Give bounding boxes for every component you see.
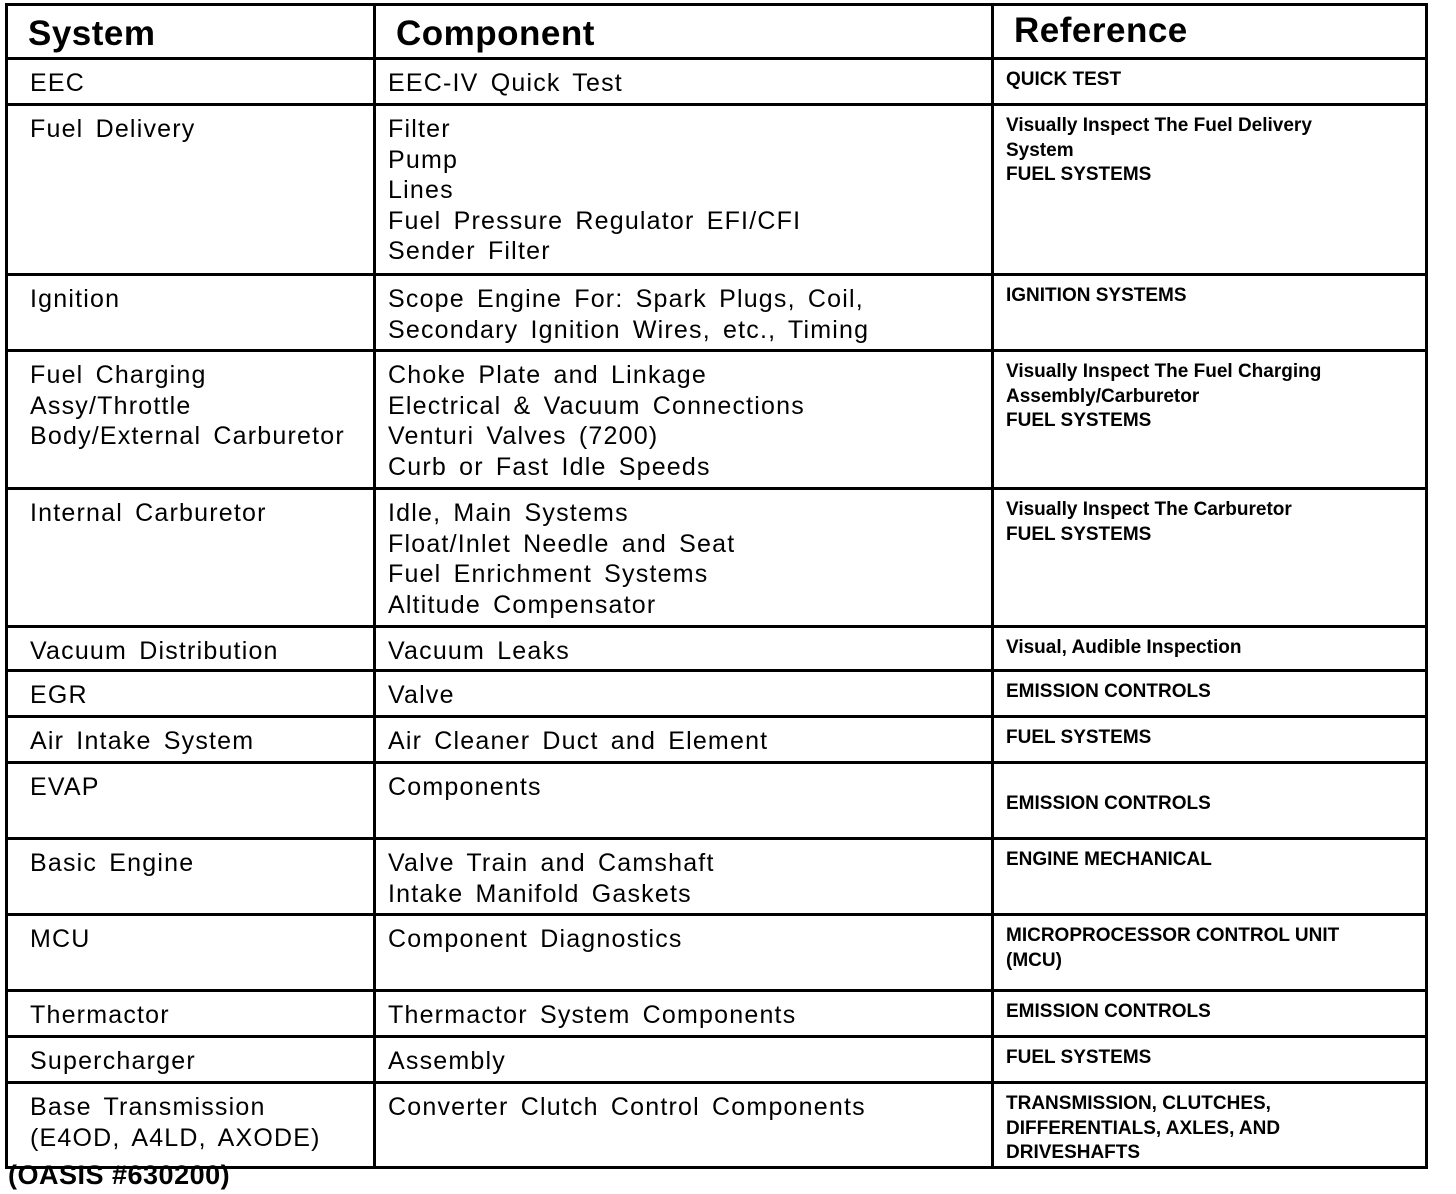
reference-cell [993, 839, 1427, 915]
component-cell-line: Scope Engine For: Spark Plugs, Coil, [388, 285, 864, 313]
reference-cell [993, 627, 1427, 671]
reference-cell-line: FUEL SYSTEMS [1006, 164, 1152, 185]
reference-cell [993, 991, 1427, 1037]
component-cell-line: Vacuum Leaks [388, 637, 570, 665]
system-cell-line: EVAP [30, 773, 100, 801]
system-cell [7, 627, 375, 671]
component-cell-line: Valve Train and Camshaft [388, 849, 715, 877]
system-cell-line: Vacuum Distribution [30, 637, 279, 665]
reference-cell-line: DRIVESHAFTS [1006, 1142, 1141, 1163]
table-row [7, 717, 1427, 763]
system-cell-line: Supercharger [30, 1047, 196, 1075]
reference-cell [993, 717, 1427, 763]
reference-cell-line: Assembly/Carburetor [1006, 385, 1200, 407]
component-cell-line: Curb or Fast Idle Speeds [388, 452, 711, 481]
component-cell-line: Pump [388, 145, 459, 174]
reference-cell-line: EMISSION CONTROLS [1006, 681, 1211, 702]
table-row [7, 915, 1427, 991]
reference-cell [993, 105, 1427, 275]
reference-cell [993, 1083, 1427, 1168]
reference-cell-line: QUICK TEST [1006, 69, 1122, 90]
reference-cell [993, 671, 1427, 717]
reference-cell-line: EMISSION CONTROLS [1006, 793, 1211, 814]
reference-cell-line: System [1006, 139, 1074, 161]
reference-cell-line: Visually Inspect The Carburetor [1006, 499, 1292, 520]
header-system: System [7, 5, 375, 59]
reference-table [5, 3, 1428, 1169]
system-cell-line: (E4OD, A4LD, AXODE) [30, 1123, 321, 1152]
reference-cell-line: TRANSMISSION, CLUTCHES, [1006, 1093, 1271, 1114]
reference-cell [993, 1037, 1427, 1083]
component-cell-line: Thermactor System Components [388, 1001, 797, 1029]
reference-cell-line: IGNITION SYSTEMS [1006, 285, 1187, 306]
reference-cell-line: EMISSION CONTROLS [1006, 1001, 1211, 1022]
system-cell [7, 839, 375, 915]
system-cell-line: EGR [30, 681, 88, 709]
system-cell [7, 1083, 375, 1168]
component-cell-line: Converter Clutch Control Components [388, 1093, 866, 1121]
system-cell-line: Assy/Throttle [30, 391, 192, 420]
component-cell [375, 59, 993, 105]
reference-cell-line: Visually Inspect The Fuel Delivery [1006, 115, 1312, 136]
reference-cell-line: FUEL SYSTEMS [1006, 1047, 1152, 1068]
component-cell [375, 489, 993, 627]
system-cell [7, 717, 375, 763]
table-row [7, 1037, 1427, 1083]
system-cell [7, 105, 375, 275]
component-cell [375, 717, 993, 763]
system-cell [7, 489, 375, 627]
system-cell-line: Thermactor [30, 1001, 170, 1029]
table-row [7, 275, 1427, 351]
reference-cell-line: Visual, Audible Inspection [1006, 637, 1242, 658]
table-row [7, 991, 1427, 1037]
reference-cell-line: DIFFERENTIALS, AXLES, AND [1006, 1117, 1281, 1139]
reference-cell [993, 351, 1427, 489]
component-cell [375, 275, 993, 351]
system-cell-line: Air Intake System [30, 727, 255, 755]
document-id: (OASIS #630200) [8, 1160, 231, 1190]
component-cell-line: Assembly [388, 1047, 506, 1075]
table-row [7, 1083, 1427, 1168]
component-cell-line: Fuel Enrichment Systems [388, 560, 709, 588]
component-cell-line: Electrical & Vacuum Connections [388, 391, 805, 420]
reference-cell-line: FUEL SYSTEMS [1006, 727, 1152, 748]
system-cell [7, 351, 375, 489]
table-row [7, 627, 1427, 671]
table-row [7, 105, 1427, 275]
system-cell-line: EEC [30, 69, 86, 97]
header-component: Component [375, 5, 993, 59]
component-cell [375, 627, 993, 671]
component-cell-line: Secondary Ignition Wires, etc., Timing [388, 315, 870, 344]
system-cell-line: Internal Carburetor [30, 499, 267, 527]
table-row [7, 59, 1427, 105]
component-cell [375, 1037, 993, 1083]
table-row [7, 489, 1427, 627]
reference-cell [993, 59, 1427, 105]
component-cell [375, 671, 993, 717]
component-cell-line: EEC-IV Quick Test [388, 69, 623, 97]
header-reference: Reference [993, 5, 1427, 59]
component-cell [375, 1083, 993, 1168]
table-row [7, 351, 1427, 489]
component-cell [375, 991, 993, 1037]
component-cell-line: Intake Manifold Gaskets [388, 879, 692, 908]
table-row [7, 671, 1427, 717]
system-cell [7, 59, 375, 105]
reference-cell-line: (MCU) [1006, 949, 1062, 971]
system-cell-line: Ignition [30, 285, 121, 313]
component-cell-line: Components [388, 773, 542, 801]
component-cell-line: Fuel Pressure Regulator EFI/CFI [388, 206, 802, 235]
component-cell [375, 915, 993, 991]
table-body [7, 59, 1427, 1168]
reference-cell-line: FUEL SYSTEMS [1006, 523, 1152, 545]
component-cell-line: Altitude Compensator [388, 590, 657, 619]
system-cell-line: Fuel Charging [30, 361, 207, 389]
system-cell-line: MCU [30, 925, 91, 953]
system-cell-line: Basic Engine [30, 849, 195, 877]
component-cell-line: Filter [388, 115, 451, 143]
component-cell-line: Float/Inlet Needle and Seat [388, 529, 736, 558]
system-cell [7, 763, 375, 839]
system-cell [7, 991, 375, 1037]
table-row [7, 763, 1427, 839]
component-cell-line: Lines [388, 176, 454, 204]
reference-cell [993, 275, 1427, 351]
component-cell-line: Air Cleaner Duct and Element [388, 727, 769, 755]
component-cell [375, 839, 993, 915]
table-row [7, 839, 1427, 915]
reference-cell [993, 915, 1427, 991]
reference-cell-line: MICROPROCESSOR CONTROL UNIT [1006, 925, 1340, 946]
component-cell-line: Sender Filter [388, 237, 551, 265]
reference-cell [993, 763, 1427, 839]
component-cell-line: Venturi Valves (7200) [388, 422, 659, 450]
reference-cell [993, 489, 1427, 627]
component-cell [375, 763, 993, 839]
component-cell [375, 105, 993, 275]
system-cell [7, 1037, 375, 1083]
component-cell-line: Component Diagnostics [388, 925, 683, 953]
system-cell [7, 671, 375, 717]
reference-cell-line: FUEL SYSTEMS [1006, 410, 1152, 431]
component-cell [375, 351, 993, 489]
system-cell [7, 915, 375, 991]
component-cell-line: Valve [388, 681, 455, 709]
system-cell [7, 275, 375, 351]
reference-cell-line: Visually Inspect The Fuel Charging [1006, 361, 1322, 382]
system-cell-line: Base Transmission [30, 1093, 266, 1121]
reference-cell-line: ENGINE MECHANICAL [1006, 849, 1212, 870]
component-cell-line: Choke Plate and Linkage [388, 361, 707, 389]
system-cell-line: Fuel Delivery [30, 115, 196, 143]
component-cell-line: Idle, Main Systems [388, 499, 629, 527]
system-cell-line: Body/External Carburetor [30, 422, 345, 450]
header-row [7, 5, 1427, 59]
